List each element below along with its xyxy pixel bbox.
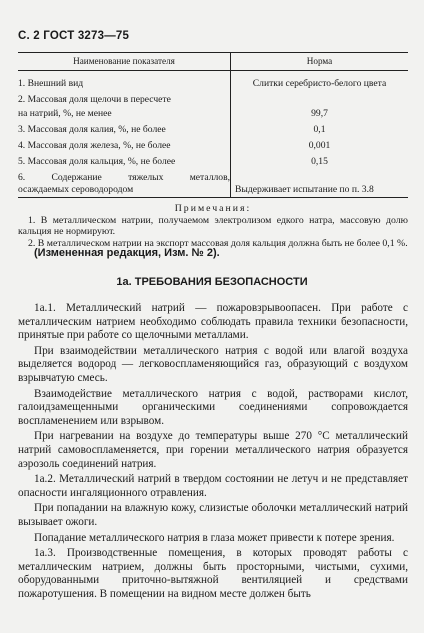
note-item: 2. В металлическом натрии на экспорт массовая доля кальция должна быть не более 0,1 %. <box>28 237 408 249</box>
row-value: 0,15 <box>231 151 409 167</box>
col-header-indicator: Наименование показателя <box>18 53 231 71</box>
page-header: С. 2 ГОСТ 3273—75 <box>18 30 130 42</box>
row-name: 3. Массовая доля калия, %, не более <box>18 123 166 135</box>
table-row <box>18 89 408 105</box>
row-value: 99,7 <box>231 105 409 119</box>
paragraph: 1а.1. Металлический натрий — пожаровзрывоопасен. При работе с металлическим натрием необходимо соблюдать правила техники безопасности, принятые при работе со щелочными металлами. <box>18 302 408 342</box>
table-row <box>18 151 408 167</box>
paragraph: При попадании на влажную кожу, слизистые оболочки металлический натрий вызывает ожоги. <box>18 502 408 528</box>
table-row <box>18 71 408 89</box>
row-name: 5. Массовая доля кальция, %, не более <box>18 155 176 167</box>
table-row <box>18 105 408 119</box>
row-value: Слитки серебристо-белого цвета <box>231 71 409 89</box>
row-name: 4. Массовая доля железа, %, не более <box>18 139 171 151</box>
notes-block <box>18 203 408 249</box>
col-header-norm: Норма <box>231 53 409 71</box>
row-name-cont: осаждаемых сероводородом <box>18 183 231 198</box>
section-title: 1а. ТРЕБОВАНИЯ БЕЗОПАСНОСТИ <box>116 276 308 288</box>
spec-table <box>18 52 408 198</box>
paragraph: При нагревании на воздухе до температуры выше 270 °С металлический натрий самовоспламеняется, при горении металлического натрия образуется аэрозоль соединений натрия. <box>18 430 408 470</box>
amendment-note: (Измененная редакция, Изм. № 2). <box>34 247 220 259</box>
row-name: 1. Внешний вид <box>18 77 84 89</box>
table-row <box>18 119 408 135</box>
table-row <box>18 167 408 183</box>
paragraph: Взаимодействие металлического натрия с водой, растворами кислот, галоидзамещенными органическими соединениями сопровождается воспламенением или взрывом. <box>18 387 408 427</box>
table-row <box>18 183 408 198</box>
body-text <box>18 302 408 603</box>
paragraph: 1а.3. Производственные помещения, в которых проводят работы с металлическим натрием, должны быть просторными, чистыми, сухими, оборудованными приточно-вытяжной вентиляцией и средствами пожаротушения. В помещении на видном месте должен быть <box>18 547 408 600</box>
row-value: Выдерживает испытание по п. 3.8 <box>231 183 409 198</box>
table-row <box>18 135 408 151</box>
row-name: 6. Содержание тяжелых металлов, <box>18 171 230 183</box>
note-item: 1. В металлическом натрии, получаемом электролизом едкого натра, массовую долю кальция не нормируют. <box>18 214 408 238</box>
row-name-cont: на натрий, %, не менее <box>18 107 112 119</box>
notes-title: Примечания: <box>174 203 252 214</box>
paragraph: При взаимодействии металлического натрия с водой или влагой воздуха выделяется водород — легковоспламеняющийся газ, образующий с воздухом взрывчатую смесь. <box>18 344 408 384</box>
row-value: 0,001 <box>231 135 409 151</box>
paragraph: 1а.2. Металлический натрий в твердом состоянии не летуч и не представляет опасности ингаляционного отравления. <box>18 473 408 499</box>
row-value: 0,1 <box>231 119 409 135</box>
paragraph: Попадание металлического натрия в глаза может привести к потере зрения. <box>34 531 395 544</box>
row-name: 2. Массовая доля щелочи в пересчете <box>18 93 171 105</box>
